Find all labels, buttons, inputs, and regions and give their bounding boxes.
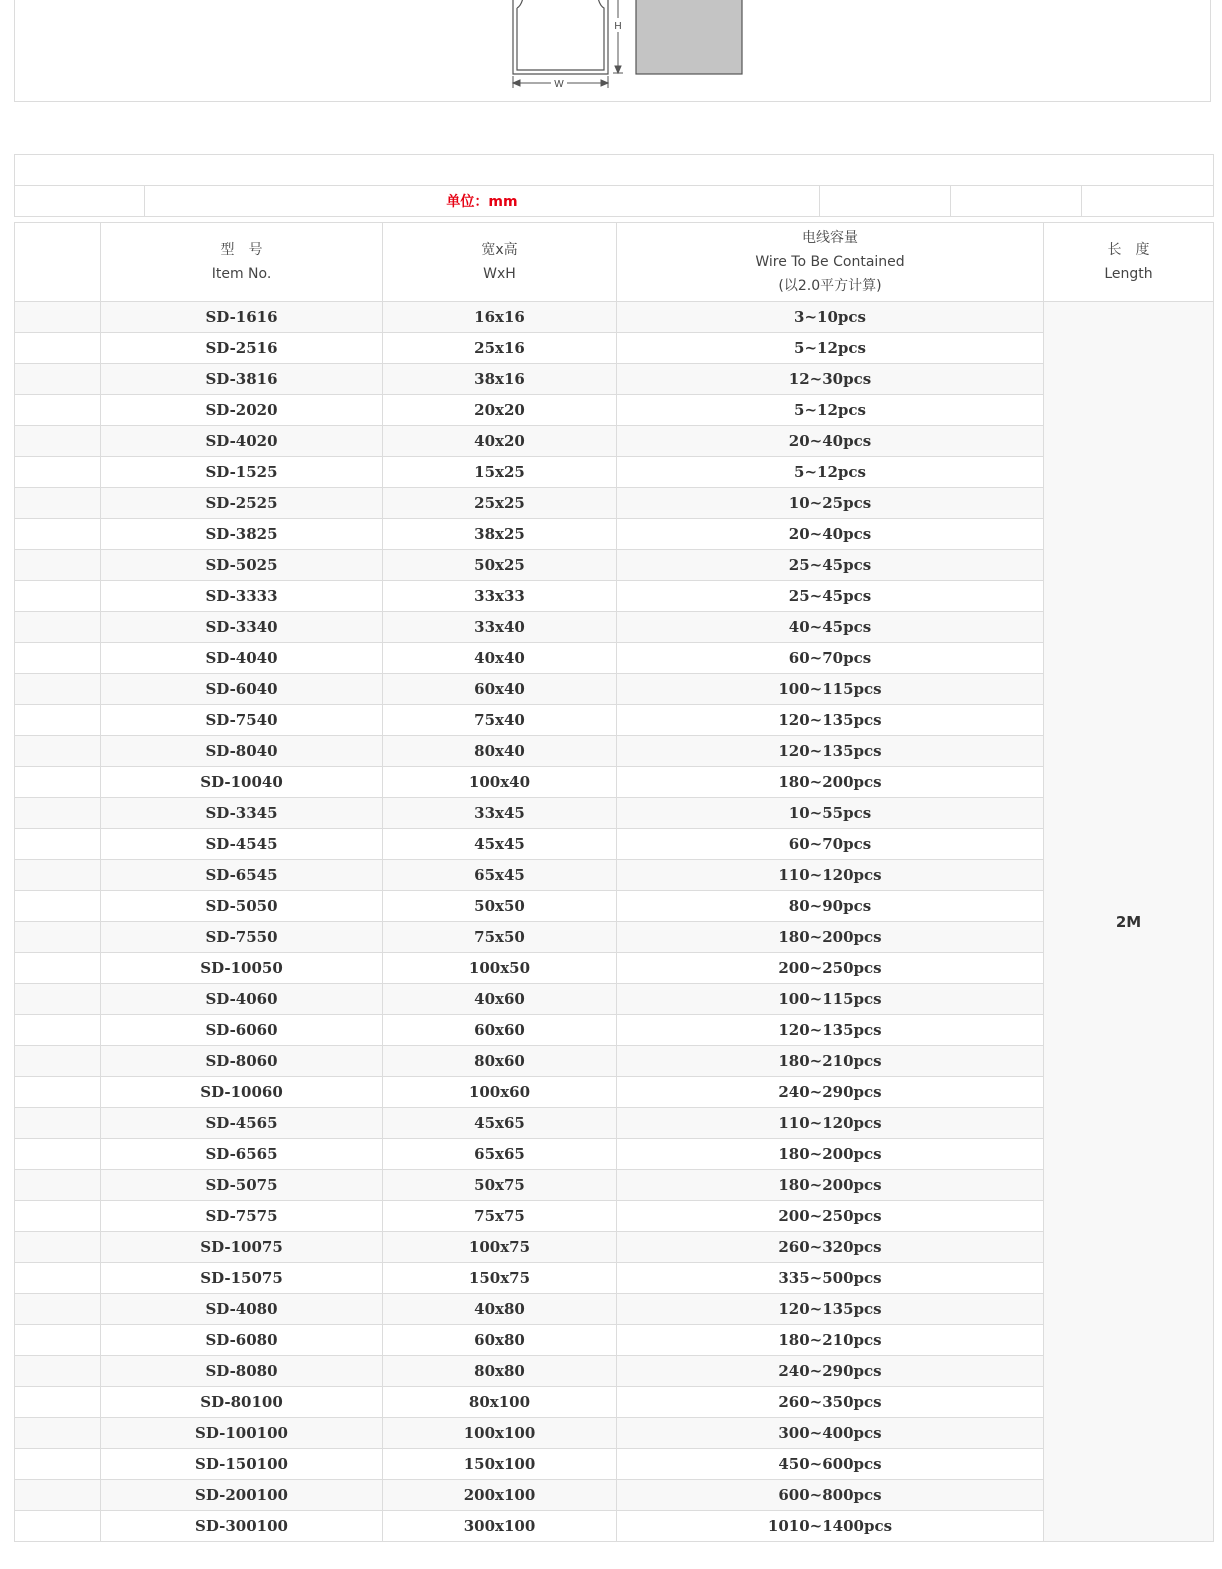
- capacity-cell: 260~320pcs: [617, 1232, 1044, 1263]
- capacity-cell: 20~40pcs: [617, 426, 1044, 457]
- row-blank-cell: [15, 1170, 101, 1201]
- table-row: [15, 1170, 1214, 1201]
- row-blank-cell: [15, 1511, 101, 1542]
- capacity-header: [617, 223, 1044, 302]
- model-cell: SD-4565: [101, 1108, 383, 1139]
- row-blank-cell: [15, 1139, 101, 1170]
- size-cell: 40x80: [383, 1294, 617, 1325]
- model-cell: SD-8060: [101, 1046, 383, 1077]
- model-cell: SD-4545: [101, 829, 383, 860]
- row-blank-cell: [15, 767, 101, 798]
- size-cell: 100x100: [383, 1418, 617, 1449]
- table-row: [15, 550, 1214, 581]
- size-cell: 33x33: [383, 581, 617, 612]
- model-cell: SD-3825: [101, 519, 383, 550]
- capacity-cell: 110~120pcs: [617, 860, 1044, 891]
- unit-table: [14, 154, 1214, 217]
- model-header-cn: 型 号: [220, 242, 263, 258]
- table-row: [15, 426, 1214, 457]
- capacity-header-cn: 电线容量: [802, 230, 858, 246]
- capacity-cell: 180~200pcs: [617, 922, 1044, 953]
- row-blank-cell: [15, 1418, 101, 1449]
- model-cell: SD-7540: [101, 705, 383, 736]
- size-cell: 45x45: [383, 829, 617, 860]
- row-blank-cell: [15, 643, 101, 674]
- size-cell: 38x16: [383, 364, 617, 395]
- model-cell: SD-5050: [101, 891, 383, 922]
- table-row: [15, 1201, 1214, 1232]
- capacity-cell: 200~250pcs: [617, 953, 1044, 984]
- size-cell: 40x40: [383, 643, 617, 674]
- table-row: [15, 736, 1214, 767]
- table-row: [15, 1139, 1214, 1170]
- row-blank-cell: [15, 798, 101, 829]
- table-row: [15, 829, 1214, 860]
- spec-table-header: [15, 223, 1214, 302]
- length-header-en: Length: [1104, 266, 1153, 282]
- capacity-cell: 100~115pcs: [617, 674, 1044, 705]
- table-row: [15, 1511, 1214, 1542]
- model-cell: SD-6565: [101, 1139, 383, 1170]
- capacity-cell: 180~200pcs: [617, 767, 1044, 798]
- row-blank-cell: [15, 1449, 101, 1480]
- model-cell: SD-3816: [101, 364, 383, 395]
- model-cell: SD-15075: [101, 1263, 383, 1294]
- table-row: [15, 860, 1214, 891]
- table-row: [15, 1046, 1214, 1077]
- table-row: [15, 1418, 1214, 1449]
- size-cell: 15x25: [383, 457, 617, 488]
- unit-table-row: [15, 186, 1214, 217]
- table-row: [15, 519, 1214, 550]
- model-cell: SD-2525: [101, 488, 383, 519]
- row-blank-cell: [15, 736, 101, 767]
- length-value-cell: 2M: [1044, 302, 1214, 1542]
- size-header-en: WxH: [483, 266, 516, 282]
- capacity-cell: 200~250pcs: [617, 1201, 1044, 1232]
- row-blank-cell: [15, 1480, 101, 1511]
- capacity-cell: 100~115pcs: [617, 984, 1044, 1015]
- model-cell: SD-8040: [101, 736, 383, 767]
- size-cell: 38x25: [383, 519, 617, 550]
- capacity-cell: 180~200pcs: [617, 1139, 1044, 1170]
- model-cell: SD-100100: [101, 1418, 383, 1449]
- size-cell: 100x60: [383, 1077, 617, 1108]
- table-row: [15, 1387, 1214, 1418]
- size-cell: 150x75: [383, 1263, 617, 1294]
- model-cell: SD-4060: [101, 984, 383, 1015]
- model-cell: SD-4020: [101, 426, 383, 457]
- row-blank-cell: [15, 922, 101, 953]
- capacity-cell: 10~25pcs: [617, 488, 1044, 519]
- model-cell: SD-10050: [101, 953, 383, 984]
- model-cell: SD-10075: [101, 1232, 383, 1263]
- size-cell: 150x100: [383, 1449, 617, 1480]
- model-cell: SD-3333: [101, 581, 383, 612]
- size-cell: 200x100: [383, 1480, 617, 1511]
- row-blank-cell: [15, 581, 101, 612]
- row-blank-cell: [15, 1015, 101, 1046]
- table-row: [15, 643, 1214, 674]
- capacity-header-note: (以2.0平方计算): [778, 278, 882, 294]
- unit-table-blank-row: [15, 155, 1214, 186]
- row-blank-cell: [15, 550, 101, 581]
- capacity-cell: 120~135pcs: [617, 1015, 1044, 1046]
- table-row: [15, 1015, 1214, 1046]
- row-blank-cell: [15, 1387, 101, 1418]
- size-cell: 16x16: [383, 302, 617, 333]
- size-cell: 65x45: [383, 860, 617, 891]
- size-cell: 50x50: [383, 891, 617, 922]
- size-cell: 25x25: [383, 488, 617, 519]
- table-row: [15, 1449, 1214, 1480]
- table-row: [15, 674, 1214, 705]
- row-blank-cell: [15, 891, 101, 922]
- row-blank-cell: [15, 302, 101, 333]
- capacity-cell: 25~45pcs: [617, 550, 1044, 581]
- model-cell: SD-6040: [101, 674, 383, 705]
- table-row: [15, 1108, 1214, 1139]
- model-cell: SD-10040: [101, 767, 383, 798]
- size-cell: 33x40: [383, 612, 617, 643]
- capacity-cell: 110~120pcs: [617, 1108, 1044, 1139]
- capacity-cell: 5~12pcs: [617, 395, 1044, 426]
- model-cell: SD-3340: [101, 612, 383, 643]
- capacity-cell: 12~30pcs: [617, 364, 1044, 395]
- row-blank-cell: [15, 1325, 101, 1356]
- model-cell: SD-5025: [101, 550, 383, 581]
- capacity-cell: 600~800pcs: [617, 1480, 1044, 1511]
- capacity-cell: 25~45pcs: [617, 581, 1044, 612]
- row-blank-cell: [15, 705, 101, 736]
- model-cell: SD-150100: [101, 1449, 383, 1480]
- model-cell: SD-1616: [101, 302, 383, 333]
- capacity-cell: 20~40pcs: [617, 519, 1044, 550]
- capacity-cell: 335~500pcs: [617, 1263, 1044, 1294]
- table-row: [15, 798, 1214, 829]
- size-cell: 100x75: [383, 1232, 617, 1263]
- model-cell: SD-2020: [101, 395, 383, 426]
- model-cell: SD-1525: [101, 457, 383, 488]
- row-blank-cell: [15, 829, 101, 860]
- table-row: [15, 1325, 1214, 1356]
- size-header: [383, 223, 617, 302]
- size-cell: 75x75: [383, 1201, 617, 1232]
- length-header-cn: 长 度: [1107, 242, 1150, 258]
- size-cell: 50x25: [383, 550, 617, 581]
- model-cell: SD-4080: [101, 1294, 383, 1325]
- row-blank-cell: [15, 426, 101, 457]
- size-cell: 80x40: [383, 736, 617, 767]
- table-row: [15, 302, 1214, 333]
- size-cell: 75x40: [383, 705, 617, 736]
- size-cell: 300x100: [383, 1511, 617, 1542]
- model-cell: SD-7575: [101, 1201, 383, 1232]
- diagram-panel: [14, 0, 1211, 102]
- size-cell: 60x40: [383, 674, 617, 705]
- size-cell: 40x60: [383, 984, 617, 1015]
- capacity-cell: 240~290pcs: [617, 1077, 1044, 1108]
- size-cell: 100x40: [383, 767, 617, 798]
- capacity-cell: 300~400pcs: [617, 1418, 1044, 1449]
- row-blank-cell: [15, 1046, 101, 1077]
- model-cell: SD-10060: [101, 1077, 383, 1108]
- row-blank-cell: [15, 674, 101, 705]
- capacity-cell: 260~350pcs: [617, 1387, 1044, 1418]
- row-blank-cell: [15, 984, 101, 1015]
- table-row: [15, 767, 1214, 798]
- model-cell: SD-3345: [101, 798, 383, 829]
- table-row: [15, 457, 1214, 488]
- size-cell: 80x60: [383, 1046, 617, 1077]
- capacity-cell: 180~210pcs: [617, 1325, 1044, 1356]
- row-blank-cell: [15, 364, 101, 395]
- row-blank-cell: [15, 395, 101, 426]
- table-row: [15, 1077, 1214, 1108]
- table-row: [15, 333, 1214, 364]
- duct-cross-section-diagram: [495, 0, 755, 98]
- table-row: [15, 395, 1214, 426]
- capacity-cell: 120~135pcs: [617, 705, 1044, 736]
- table-row: [15, 1480, 1214, 1511]
- table-row: [15, 1294, 1214, 1325]
- size-cell: 25x16: [383, 333, 617, 364]
- spec-table: [14, 222, 1214, 1542]
- model-cell: SD-7550: [101, 922, 383, 953]
- row-blank-cell: [15, 1077, 101, 1108]
- row-blank-cell: [15, 1108, 101, 1139]
- table-row: [15, 1232, 1214, 1263]
- height-label: H: [614, 21, 622, 32]
- size-cell: 65x65: [383, 1139, 617, 1170]
- row-blank-cell: [15, 457, 101, 488]
- capacity-cell: 450~600pcs: [617, 1449, 1044, 1480]
- model-cell: SD-300100: [101, 1511, 383, 1542]
- model-cell: SD-4040: [101, 643, 383, 674]
- capacity-cell: 3~10pcs: [617, 302, 1044, 333]
- model-cell: SD-2516: [101, 333, 383, 364]
- unit-label: 单位：mm: [145, 186, 820, 217]
- model-cell: SD-8080: [101, 1356, 383, 1387]
- model-header: [101, 223, 383, 302]
- size-cell: 33x45: [383, 798, 617, 829]
- capacity-cell: 1010~1400pcs: [617, 1511, 1044, 1542]
- table-row: [15, 984, 1214, 1015]
- capacity-cell: 5~12pcs: [617, 333, 1044, 364]
- capacity-cell: 10~55pcs: [617, 798, 1044, 829]
- size-cell: 20x20: [383, 395, 617, 426]
- size-header-cn: 宽x高: [481, 242, 518, 258]
- capacity-header-en: Wire To Be Contained: [755, 254, 905, 270]
- capacity-cell: 120~135pcs: [617, 1294, 1044, 1325]
- table-row: [15, 1356, 1214, 1387]
- size-cell: 45x65: [383, 1108, 617, 1139]
- capacity-cell: 180~210pcs: [617, 1046, 1044, 1077]
- row-blank-cell: [15, 1294, 101, 1325]
- row-blank-cell: [15, 953, 101, 984]
- capacity-cell: 240~290pcs: [617, 1356, 1044, 1387]
- length-header: [1044, 223, 1214, 302]
- size-cell: 50x75: [383, 1170, 617, 1201]
- row-blank-cell: [15, 1356, 101, 1387]
- capacity-cell: 5~12pcs: [617, 457, 1044, 488]
- model-cell: SD-80100: [101, 1387, 383, 1418]
- size-cell: 100x50: [383, 953, 617, 984]
- width-label: W: [554, 79, 564, 90]
- size-cell: 80x100: [383, 1387, 617, 1418]
- table-row: [15, 953, 1214, 984]
- size-cell: 75x50: [383, 922, 617, 953]
- table-row: [15, 705, 1214, 736]
- table-row: [15, 364, 1214, 395]
- size-cell: 80x80: [383, 1356, 617, 1387]
- row-blank-cell: [15, 519, 101, 550]
- row-blank-cell: [15, 488, 101, 519]
- capacity-cell: 40~45pcs: [617, 612, 1044, 643]
- capacity-cell: 60~70pcs: [617, 643, 1044, 674]
- model-cell: SD-200100: [101, 1480, 383, 1511]
- size-cell: 60x60: [383, 1015, 617, 1046]
- product-swatch: [636, 0, 742, 74]
- table-row: [15, 581, 1214, 612]
- spec-table-body: [15, 302, 1214, 1542]
- capacity-cell: 60~70pcs: [617, 829, 1044, 860]
- model-cell: SD-6080: [101, 1325, 383, 1356]
- table-row: [15, 891, 1214, 922]
- table-row: [15, 922, 1214, 953]
- size-cell: 40x20: [383, 426, 617, 457]
- row-blank-cell: [15, 333, 101, 364]
- row-blank-cell: [15, 612, 101, 643]
- table-row: [15, 488, 1214, 519]
- model-cell: SD-5075: [101, 1170, 383, 1201]
- table-row: [15, 1263, 1214, 1294]
- model-cell: SD-6060: [101, 1015, 383, 1046]
- capacity-cell: 80~90pcs: [617, 891, 1044, 922]
- table-row: [15, 612, 1214, 643]
- capacity-cell: 180~200pcs: [617, 1170, 1044, 1201]
- row-blank-cell: [15, 1232, 101, 1263]
- height-dimension: [613, 0, 623, 73]
- row-blank-cell: [15, 860, 101, 891]
- duct-profile-outline: [513, 0, 608, 74]
- model-header-en: Item No.: [211, 266, 272, 282]
- row-blank-cell: [15, 1201, 101, 1232]
- model-cell: SD-6545: [101, 860, 383, 891]
- row-blank-cell: [15, 1263, 101, 1294]
- capacity-cell: 120~135pcs: [617, 736, 1044, 767]
- size-cell: 60x80: [383, 1325, 617, 1356]
- blank-header-cell: [15, 223, 101, 302]
